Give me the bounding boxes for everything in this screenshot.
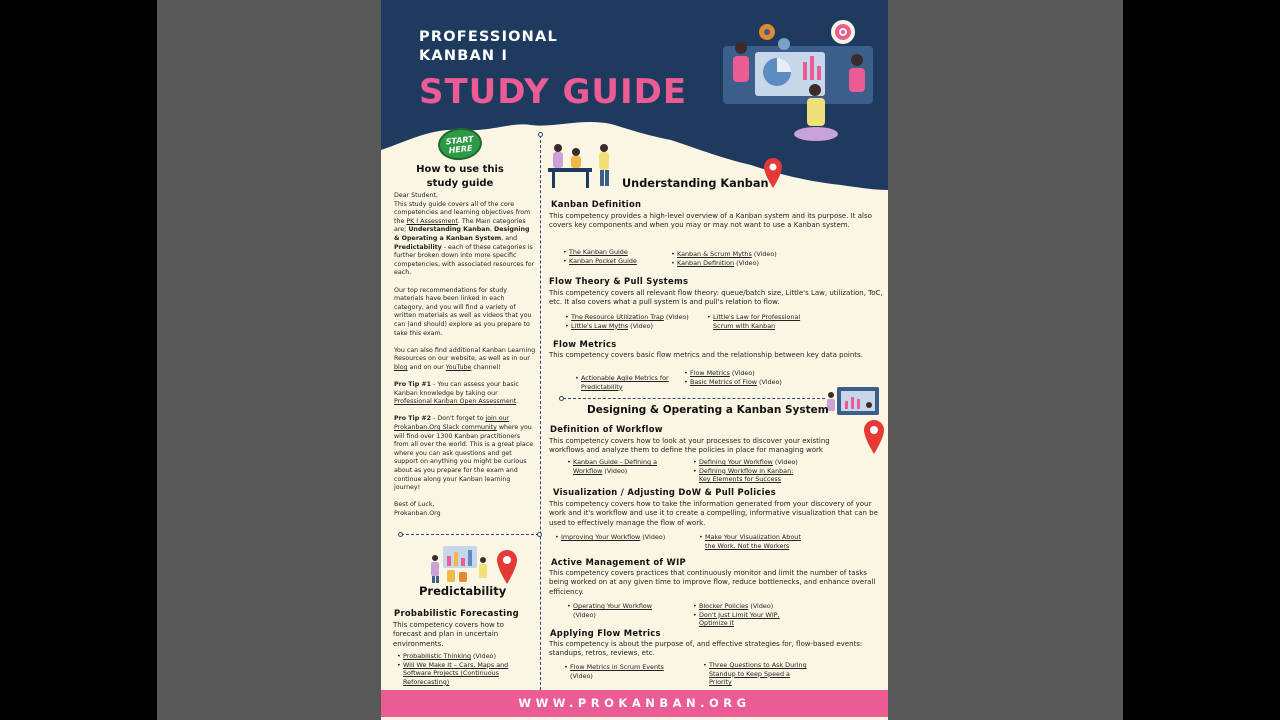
- letter-paragraph-3: [394, 347, 536, 373]
- predictability-illustration: [429, 544, 491, 584]
- location-pin-icon: [864, 420, 884, 454]
- page-title: STUDY GUIDE: [419, 72, 688, 112]
- blocker-policies-link[interactable]: Blocker Policies: [699, 602, 749, 610]
- divider-dot: [398, 532, 403, 537]
- kanban-definition-title: Kanban Definition: [551, 199, 642, 209]
- video-suffix: (Video): [570, 671, 593, 680]
- probabilistic-thinking-link[interactable]: Probabilistic Thinking: [403, 652, 472, 660]
- probabilistic-forecasting-title: Probabilistic Forecasting: [394, 608, 519, 618]
- resource-list: • Flow Metrics (Video) • Basic Metrics of Flow (Video): [684, 369, 782, 386]
- video-suffix: (Video): [748, 602, 774, 610]
- letter-p3-text-b: and on our: [407, 363, 446, 371]
- kanban-guide-link[interactable]: The Kanban Guide: [569, 248, 628, 256]
- kanban-scrum-myths-link[interactable]: Kanban & Scrum Myths: [677, 250, 752, 258]
- howto-line1: How to use this: [416, 164, 504, 175]
- visualization-desc: This competency covers how to take the information generated from your discovery of your work and it's workflow and use it to create a compelling, informative visualization that can be used to effectively manage the flow of work.: [549, 500, 878, 527]
- operating-your-workflow-link[interactable]: Operating Your Workflow: [573, 602, 652, 610]
- resource-utilization-trap-link[interactable]: The Resource Utilization Trap: [571, 313, 664, 321]
- will-we-make-it-link[interactable]: Will We Make It – Cars, Maps and: [403, 660, 509, 669]
- designing-operating-title: Designing & Operating a Kanban System: [587, 404, 829, 416]
- resource-list: • Blocker Policies (Video) • Don't Just Limit Your WIP, Optimize it: [693, 602, 780, 628]
- resource-list: • Three Questions to Ask During Standup to Keep Speed a Priority: [703, 661, 807, 687]
- pro-tip-1-label: Pro Tip #1: [394, 381, 432, 389]
- column-divider: [540, 135, 541, 695]
- active-wip-title: Active Management of WIP: [551, 557, 686, 567]
- resource-list: • Make Your Visualization About the Work, Not the Workers: [699, 533, 801, 550]
- littles-law-myths-link[interactable]: Little's Law Myths: [571, 321, 629, 330]
- three-questions-link-cont[interactable]: Standup to Keep Speed a: [709, 669, 790, 678]
- active-wip-desc: This competency covers practices that continuously monitor and limit the number of tasks being worked on at any given time to improve flow, reduce bottlenecks, and enhance overall efficiency.: [549, 569, 876, 596]
- resource-list: • The Kanban Guide • Kanban Pocket Guide: [563, 248, 637, 265]
- pro-tip-2-label: Pro Tip #2: [394, 415, 432, 423]
- pro-tip-2-text-a: - Don't forget to: [431, 415, 486, 423]
- resource-list: • Kanban & Scrum Myths (Video) • Kanban Definition (Video): [671, 250, 777, 267]
- howto-line2: study guide: [426, 178, 494, 189]
- letter-closing: Best of Luck,: [394, 501, 435, 509]
- three-questions-link[interactable]: Three Questions to Ask During: [709, 661, 807, 669]
- pro-tip-2-text-b: where you will find over 1300 Kanban practitioners from all over the world. This is a great place where you can ask questions and get support on anything you might be curious about as you prepare for the exam and continue along your Kanban learning journey!: [394, 424, 534, 492]
- kanban-guide-workflow-link[interactable]: Kanban Guide - Defining a: [573, 458, 657, 466]
- pro-tip-1-end: .: [516, 398, 519, 406]
- kanban-definition-video-link[interactable]: Kanban Definition: [677, 258, 735, 267]
- open-assessment-link[interactable]: Professional Kanban Open Assessment: [394, 398, 517, 406]
- study-guide-page: [381, 0, 888, 720]
- letter-p1-text-c: ,: [489, 226, 494, 234]
- applying-flow-metrics-title: Applying Flow Metrics: [550, 628, 661, 638]
- applying-flow-metrics-desc: This competency is about the purpose of, and effective strategies for, flow-based events: standups, retros, reviews, etc.: [549, 640, 863, 658]
- littles-law-pro-scrum-link-cont[interactable]: Scrum with Kanban: [713, 321, 776, 330]
- flow-theory-title: Flow Theory & Pull Systems: [549, 276, 689, 286]
- dashboard-illustration: [825, 383, 881, 421]
- flow-metrics-scrum-events-link[interactable]: Flow Metrics in Scrum Events: [570, 663, 664, 671]
- left-divider-line: [401, 534, 539, 535]
- pro-tip-1: [394, 381, 536, 407]
- make-visualization-link[interactable]: Make Your Visualization About: [705, 533, 801, 541]
- blog-link[interactable]: blog: [394, 363, 408, 371]
- divider-dot: [537, 532, 542, 537]
- video-suffix: (Video): [628, 321, 654, 330]
- letter-cat-predictability: Predictability: [394, 243, 442, 251]
- team-illustration: [546, 140, 624, 192]
- header-subtitle: [419, 28, 558, 66]
- dont-just-limit-wip-link[interactable]: Don't Just Limit Your WIP,: [699, 610, 780, 619]
- will-we-make-it-link-cont[interactable]: Software Projects (Continuous: [403, 669, 500, 678]
- letter-greeting: Dear Student,: [394, 192, 438, 199]
- letter-p1-text-b: . The Main categories are;: [394, 217, 526, 234]
- make-visualization-link-cont[interactable]: the Work, Not the Workers: [705, 541, 790, 550]
- mid-divider-line: [563, 398, 825, 399]
- header-line1: PROFESSIONAL: [419, 29, 558, 45]
- basic-metrics-of-flow-link[interactable]: Basic Metrics of Flow: [690, 377, 757, 386]
- video-suffix: (Video): [751, 250, 777, 258]
- definition-of-workflow-desc: This competency covers how to look at your processes to discover your existing workflows and analyze them to define the policies in place for managing work: [549, 437, 830, 455]
- resource-list: • Defining Your Workflow (Video) • Defining Workflow in Kanban: Key Elements for Success: [693, 458, 798, 484]
- flow-theory-desc: This competency covers all relevant flow theory: queue/batch size, Little's Law, utilization, ToC, etc. It also covers what a pull system is and pull's relation to flow.: [549, 289, 883, 307]
- resource-list: • Operating Your Workflow (Video): [567, 602, 652, 619]
- intro-letter: [394, 192, 536, 519]
- definition-of-workflow-title: Definition of Workflow: [550, 424, 663, 434]
- resource-list: • Probabilistic Thinking (Video) • Will We Make It – Cars, Maps and Software Projects (Continuous Reforecasting): [397, 652, 509, 686]
- understanding-kanban-title: Understanding Kanban: [622, 177, 769, 190]
- three-questions-link-end[interactable]: Priority: [709, 678, 732, 687]
- predictability-title: Predictability: [419, 584, 507, 598]
- improving-your-workflow-link[interactable]: Improving Your Workflow: [561, 533, 641, 541]
- letter-paragraph-2: Our top recommendations for study materials have been linked in each category, and you will find a variety of written materials as well as videos that you can (and should) explore as you prepare to take this exam.: [394, 286, 532, 337]
- header-line2: KANBAN I: [419, 48, 509, 64]
- actionable-agile-metrics-link[interactable]: Actionable Agile Metrics for: [581, 374, 669, 382]
- letter-p3-text-c: channel!: [471, 363, 501, 371]
- letter-signature: Prokanban.Org: [394, 509, 441, 517]
- dont-just-limit-wip-link-cont[interactable]: Optimize it: [699, 619, 734, 628]
- video-suffix: (Video): [602, 466, 628, 475]
- howto-heading: [401, 163, 519, 191]
- littles-law-pro-scrum-link[interactable]: Little's Law for Professional: [713, 313, 801, 321]
- video-suffix: (Video): [772, 458, 798, 466]
- flow-metrics-video-link[interactable]: Flow Metrics: [690, 369, 730, 377]
- resource-list: • Flow Metrics in Scrum Events (Video): [564, 663, 664, 680]
- kanban-definition-desc: This competency provides a high-level overview of a Kanban system and its purpose. It also covers key components and when you may or may not want to use a Kanban system.: [549, 212, 872, 230]
- resource-list: • The Resource Utilization Trap (Video) • Little's Law Myths (Video): [565, 313, 689, 330]
- probabilistic-forecasting-desc: This competency covers how to forecast and plan in uncertain environments.: [393, 621, 504, 648]
- location-pin-icon: [497, 550, 517, 584]
- letter-p1-text-d: , and: [501, 234, 518, 242]
- start-here-badge: START HERE: [436, 126, 483, 162]
- video-suffix: (Video): [663, 313, 689, 321]
- video-suffix: (Video): [471, 652, 496, 660]
- will-we-make-it-link-end[interactable]: Reforecasting): [403, 677, 450, 686]
- pk1-assessment-link[interactable]: PK I Assessment: [406, 217, 458, 225]
- letter-p1-text-e: - each of these categories is further broken down into more specific competencies, with associated resources for each.: [394, 243, 535, 277]
- pro-tip-1-text: - You can assess your basic Kanban knowledge by taking our: [394, 381, 519, 397]
- video-suffix: (Video): [734, 258, 759, 267]
- letter-p1-text-a: This study guide covers all of the core competencies and learning objectives from the: [394, 200, 531, 225]
- actionable-agile-metrics-link-cont[interactable]: Predictability: [581, 382, 623, 391]
- flow-metrics-title: Flow Metrics: [553, 339, 617, 349]
- defining-workflow-kanban-link[interactable]: Defining Workflow in Kanban:: [699, 466, 794, 475]
- flow-metrics-desc: This competency covers basic flow metrics and the relationship between key data points.: [549, 351, 863, 359]
- letter-cat-understanding: Understanding Kanban: [408, 226, 490, 234]
- pro-tip-2: [394, 415, 536, 492]
- resource-list: • Little's Law for Professional Scrum with Kanban: [707, 313, 801, 330]
- letter-p3-text-a: You can also find additional Kanban Learning Resources on our website, as well as in our: [394, 346, 536, 363]
- footer-url[interactable]: WWW.PROKANBAN.ORG: [381, 690, 888, 717]
- letter-cat-designing: Designing & Operating a Kanban System: [394, 226, 530, 242]
- defining-workflow-kanban-link-cont[interactable]: Key Elements for Success: [699, 475, 781, 484]
- letter-paragraph-1: [394, 201, 536, 278]
- kanban-pocket-guide-link[interactable]: Kanban Pocket Guide: [569, 256, 637, 265]
- resource-list: • Improving Your Workflow (Video): [555, 533, 666, 541]
- video-suffix: (Video): [573, 610, 596, 619]
- location-pin-icon: [764, 158, 782, 188]
- defining-your-workflow-link[interactable]: Defining Your Workflow: [699, 458, 773, 466]
- hero-illustration: [715, 18, 875, 143]
- divider-dot: [538, 132, 543, 137]
- kanban-guide-workflow-link-cont[interactable]: Workflow: [573, 466, 603, 475]
- resource-list: • Kanban Guide - Defining a Workflow (Video): [567, 458, 657, 475]
- youtube-link[interactable]: YouTube: [445, 363, 472, 371]
- visualization-title: Visualization / Adjusting DoW & Pull Policies: [553, 487, 777, 497]
- slack-community-link[interactable]: join our Prokanban.Org Slack community: [394, 415, 510, 432]
- video-suffix: (Video): [756, 377, 782, 386]
- resource-list: • Actionable Agile Metrics for Predictability: [575, 374, 669, 391]
- divider-dot: [559, 396, 564, 401]
- video-suffix: (Video): [729, 369, 755, 377]
- video-suffix: (Video): [640, 533, 666, 541]
